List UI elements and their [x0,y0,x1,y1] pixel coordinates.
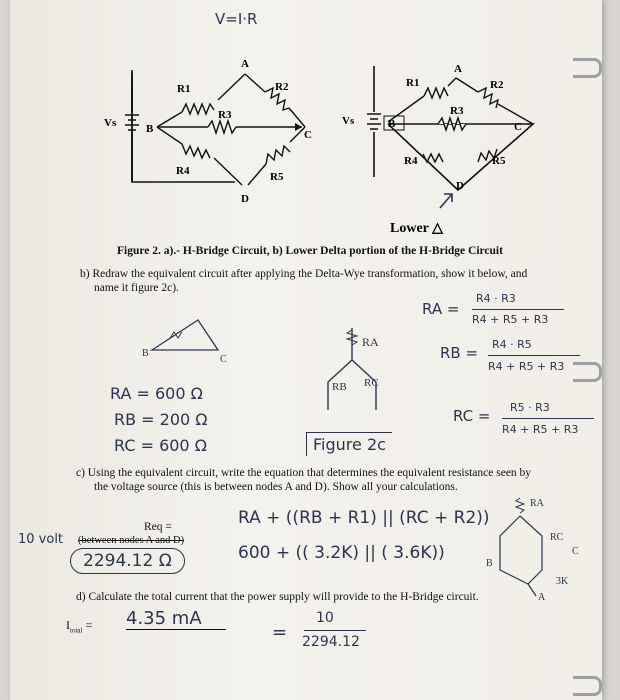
r2-label: R2 [490,79,504,91]
r4-label: R4 [404,155,418,167]
wye-sketch [310,320,430,420]
question-b-line2: name it figure 2c). [94,282,179,294]
rb-formula-num: R4 · R5 [492,338,532,351]
small-delta-sketch [140,310,240,365]
req-equation-line1: RA + ((RB + R1) || (RC + R2)) [238,508,490,528]
node-b-label: B [388,118,396,130]
ra-formula-num: R4 · R3 [476,292,516,305]
rc-formula-lhs: RC = [453,407,491,425]
rb-formula-den: R4 + R5 + R3 [488,360,565,373]
figure-2c-label: Figure 2c [306,432,392,456]
node-d-label: D [456,180,464,192]
question-d: d) Calculate the total current that the power supply will provide to the H-Bridge circuit. [76,591,479,603]
rb-value: RB = 200 Ω [114,410,208,429]
req-sublabel: (between nodes A and D) [78,535,185,546]
side-c: C [572,546,579,557]
node-b-label: B [146,123,154,135]
r4-label: R4 [176,165,190,177]
small-node-b: B [142,348,149,359]
ra-formula-line [472,309,564,310]
side-ra: RA [530,498,544,509]
question-c [76,466,596,494]
handwritten-ohms-law: V=I·R [215,10,258,28]
volt-note: 10 volt [18,532,64,547]
ra-value: RA = 600 Ω [110,384,203,403]
wye-rc-label: RC [364,377,379,389]
binder-ring [573,362,602,382]
rc-formula-line [502,418,594,419]
itotal-answer: 4.35 mA [126,608,226,630]
vs-label: Vs [342,115,355,127]
binder-ring [573,676,602,696]
rc-value: RC = 600 Ω [114,436,207,455]
question-b-line1: b) Redraw the equivalent circuit after applying the Delta-Wye transformation, show it below, and [80,268,528,280]
req-equation-line2: 600 + (( 3.2K) || ( 3.6K)) [238,543,445,563]
question-c-line1: c) Using the equivalent circuit, write the equation that determines the equivalent resistance seen by [76,467,532,479]
itotal-sub: total [70,626,83,635]
side-rc: RC [550,532,564,543]
itotal-frac-eq: = [272,622,288,643]
r1-label: R1 [177,83,191,95]
node-c-label: C [304,129,312,141]
rb-formula-lhs: RB = [440,344,479,362]
node-d-label: D [241,193,249,205]
vs-label: Vs [104,117,117,129]
r5-label: R5 [270,171,284,183]
lower-delta-circuit [328,52,568,242]
binder-ring [573,58,602,78]
worksheet-page [10,0,602,700]
wye-rb-label: RB [332,381,347,393]
question-b [80,267,595,295]
itotal-frac-line [304,630,366,631]
question-c-line2: the voltage source (this is between nodes A and D). Show all your calculations. [94,481,458,493]
side-circuit-sketch [480,492,600,602]
h-bridge-circuit [90,52,320,212]
side-b: B [486,558,493,569]
rc-formula-den: R4 + R5 + R3 [502,423,579,436]
node-c-label: C [514,121,522,133]
req-label: Req = [144,521,172,533]
r3-label: R3 [218,109,232,121]
wye-ra-label: RA [362,335,379,349]
itotal-label [66,618,92,634]
rc-formula-num: R5 · R3 [510,401,550,414]
r3-label: R3 [450,105,464,117]
r2-label: R2 [275,81,289,93]
side-a: A [538,592,546,602]
itotal-frac-num: 10 [316,610,334,626]
ra-formula-lhs: RA = [422,300,460,318]
lower-delta-label: Lower △ [390,221,443,236]
itotal-frac-den: 2294.12 [302,634,360,650]
itotal-eq: = [85,618,93,632]
figure-caption: Figure 2. a).- H-Bridge Circuit, b) Lower Delta portion of the H-Bridge Circuit [117,245,503,257]
req-answer: 2294.12 Ω [70,548,185,574]
node-a-label: A [241,58,249,70]
itotal-i: I [66,618,70,632]
rb-formula-line [488,355,580,356]
side-note: 3K [556,576,569,587]
r5-label: R5 [492,155,506,167]
node-a-label: A [454,63,462,75]
r1-label: R1 [406,77,420,89]
ra-formula-den: R4 + R5 + R3 [472,313,549,326]
small-node-c: C [220,354,227,365]
